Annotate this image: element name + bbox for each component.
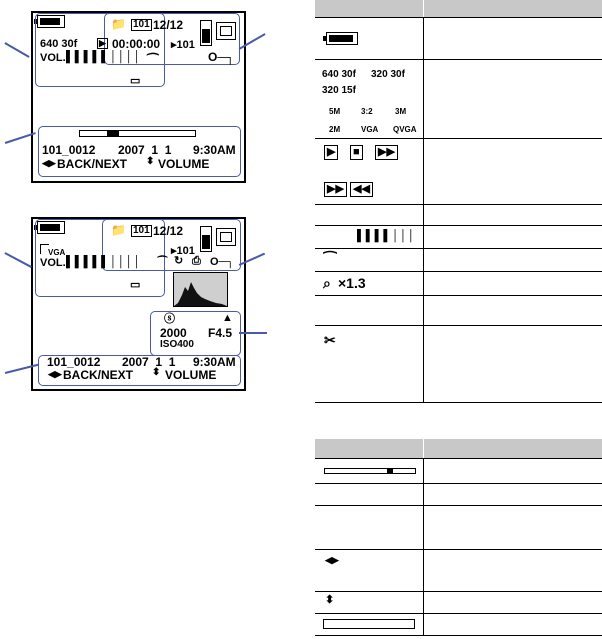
size-320-15f: 320 15f	[322, 85, 356, 96]
protect-key-icon: O─┐	[210, 256, 235, 268]
date: 2007 1 1	[122, 355, 176, 369]
volume-bar-icon: ▌▌▌▌│││	[357, 230, 416, 242]
file-name: 101_0012	[47, 355, 101, 369]
size-3-2: 3:2	[361, 107, 373, 116]
fast-forward-icon: ▶▶	[324, 182, 347, 197]
no-connect-icon: ▭	[130, 279, 141, 291]
size-320-30f: 320 30f	[371, 69, 405, 80]
table-header	[315, 0, 602, 18]
zoom-value: ×1.3	[338, 275, 366, 291]
aperture: F4.5	[208, 326, 233, 340]
pictbridge-icon: ⁀	[145, 53, 156, 68]
play-icon: ▶	[324, 145, 338, 160]
stop-icon: ■	[350, 145, 363, 160]
progress-bar	[79, 130, 196, 137]
left-right-icon: ◀▶	[42, 158, 56, 168]
shutter-speed: 2000	[160, 326, 187, 340]
button-guide-icon	[323, 619, 415, 629]
callout-line	[5, 252, 32, 267]
time: 9:30AM	[193, 355, 236, 369]
size-vga: VGA	[361, 125, 379, 134]
rotate-icon: ↻	[174, 255, 184, 267]
folder-tag: ▸101	[171, 39, 195, 51]
up-down-icon: ⬍	[325, 594, 335, 606]
image-counter: 12/12	[153, 18, 184, 32]
folder-tag: ▸101	[171, 245, 195, 257]
size-2m: 2M	[329, 125, 341, 134]
size-5m: 5M	[329, 107, 341, 116]
volume-bar-icon: ▌▌▌▌▌││││	[66, 51, 142, 63]
up-down-icon: ⬍	[152, 367, 161, 378]
memory-card-icon	[200, 226, 212, 252]
no-connect-icon: ✂	[324, 332, 336, 348]
pictbridge-icon: ⁀	[158, 257, 167, 269]
nav-hint: BACK/NEXT	[63, 368, 134, 382]
folder-icon: 📁	[111, 17, 126, 31]
rewind-icon: ◀◀	[350, 182, 373, 197]
table-header	[315, 439, 602, 459]
metering-icon: ▲	[222, 312, 233, 324]
table-1	[315, 0, 602, 403]
size-3m: 3M	[395, 107, 407, 116]
still-mode-icon	[216, 228, 236, 246]
time-code: 00:00:00	[112, 37, 161, 51]
nav-hint: BACK/NEXT	[57, 157, 128, 171]
volume-bar-icon: ▌▌▌▌▌││││	[66, 256, 142, 268]
volume-label: VOL.	[40, 257, 66, 269]
movie-mode-icon	[216, 22, 236, 40]
iso: ISO400	[160, 339, 194, 350]
volume-label: VOL.	[40, 52, 66, 64]
file-name: 101_0012	[42, 143, 96, 157]
volume-hint: VOLUME	[165, 368, 217, 382]
protect-key-icon: O─┐	[208, 50, 235, 64]
size-640-30f: 640 30f	[322, 69, 356, 80]
date: 2007 1 1	[118, 143, 172, 157]
zoom-icon: ⌕	[323, 275, 331, 291]
image-size: 640 30f	[40, 38, 78, 50]
memory-card-icon	[200, 20, 212, 46]
flash-icon: ⓢ	[164, 313, 175, 325]
no-connect-icon: ▭	[130, 75, 141, 87]
size-qvga: QVGA	[393, 125, 417, 134]
histogram	[173, 272, 228, 307]
progress-bar-icon	[324, 468, 416, 474]
folder-icon: 📁	[111, 223, 126, 237]
volume-hint: VOLUME	[158, 157, 210, 171]
left-right-icon: ◀▶	[325, 555, 339, 565]
print-icon: ⎙	[192, 255, 201, 267]
left-right-icon: ◀▶	[48, 369, 62, 379]
folder-number: 101	[133, 19, 150, 30]
callout-line	[5, 42, 30, 57]
battery-icon	[326, 32, 358, 45]
callout-line	[239, 332, 267, 334]
image-size: VGA	[48, 248, 66, 257]
time: 9:30AM	[193, 143, 236, 157]
pictbridge-icon: ⁀	[324, 252, 337, 269]
fast-forward-icon: ▶▶	[375, 145, 398, 160]
play-icon: ▶	[99, 38, 106, 48]
folder-number: 101	[133, 225, 150, 236]
image-counter: 12/12	[153, 224, 184, 238]
up-down-icon: ⬍	[146, 156, 155, 167]
